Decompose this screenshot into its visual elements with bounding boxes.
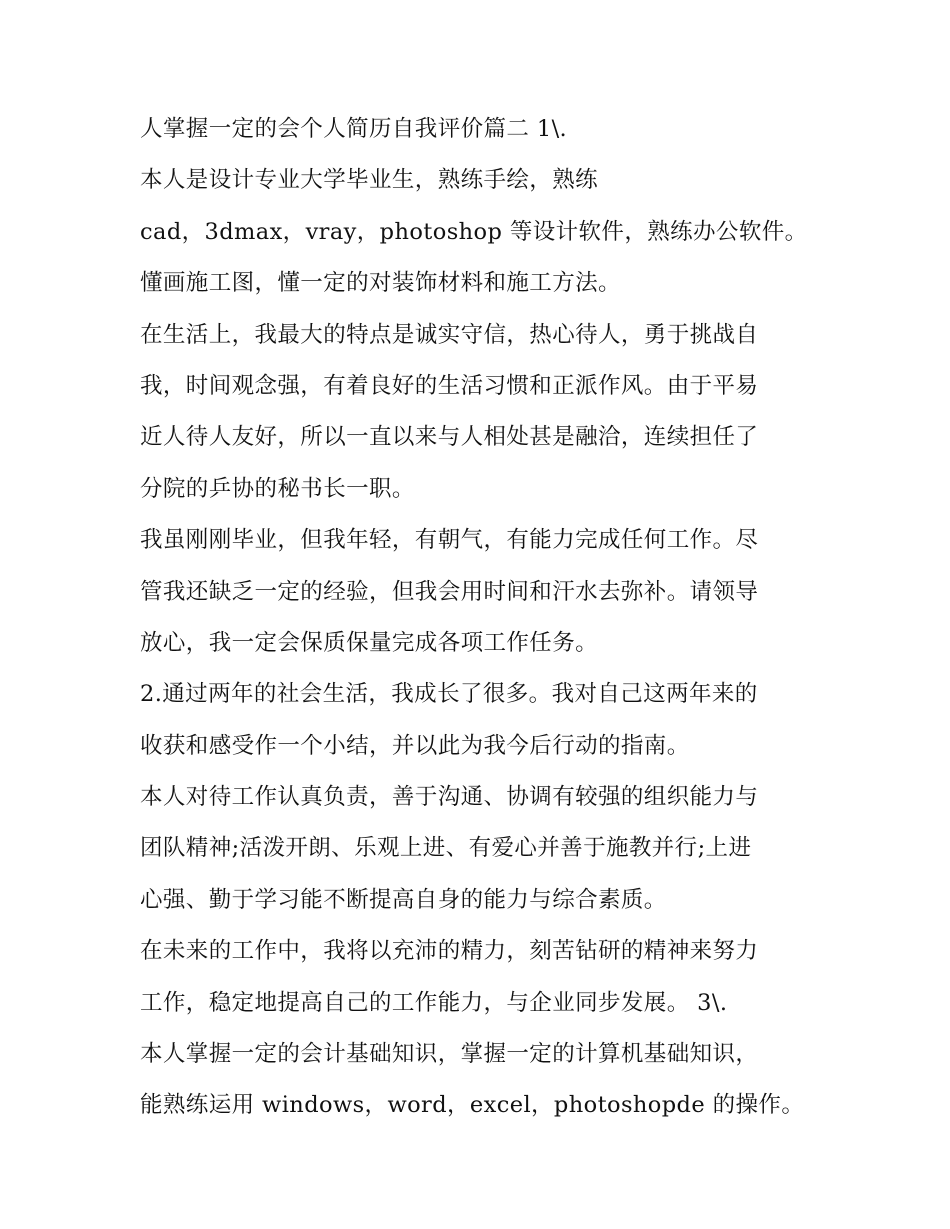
text-line: 在生活上，我最大的特点是诚实守信，热心待人，勇于挑战自	[140, 321, 759, 348]
text-line: 在未来的工作中，我将以充沛的精力，刻苦钻研的精神来努力	[140, 938, 759, 965]
text-line: 团队精神;活泼开朗、乐观上进、有爱心并善于施教并行;上进	[140, 835, 752, 862]
document-body	[140, 104, 820, 1132]
text-line: 人掌握一定的会个人简历自我评价篇二 1\.	[140, 116, 568, 142]
text-line: 能熟练运用 windows，word，excel，photoshopde 的操作。	[140, 1092, 805, 1119]
text-line: 2.通过两年的社会生活，我成长了很多。我对自己这两年来的	[140, 681, 758, 708]
text-line: cad，3dmax，vray，photoshop 等设计软件，熟练办公软件。	[140, 218, 808, 245]
text-line: 懂画施工图，懂一定的对装饰材料和施工方法。	[140, 270, 621, 297]
text-line: 放心，我一定会保质保量完成各项工作任务。	[140, 629, 599, 656]
text-line: 本人掌握一定的会计基础知识，掌握一定的计算机基础知识，	[140, 1041, 759, 1068]
text-line: 我，时间观念强，有着良好的生活习惯和正派作风。由于平易	[140, 372, 759, 399]
text-line: 本人是设计专业大学毕业生，熟练手绘，熟练	[140, 167, 599, 194]
text-line: 我虽刚刚毕业，但我年轻，有朝气，有能力完成任何工作。尽	[140, 527, 759, 554]
text-line: 工作，稳定地提高自己的工作能力，与企业同步发展。 3\.	[140, 989, 728, 1016]
text-line: 收获和感受作一个小结，并以此为我今后行动的指南。	[140, 732, 690, 759]
text-line: 心强、勤于学习能不断提高自身的能力与综合素质。	[140, 886, 667, 913]
text-line: 管我还缺乏一定的经验，但我会用时间和汗水去弥补。请领导	[140, 578, 759, 605]
text-line: 本人对待工作认真负责，善于沟通、协调有较强的组织能力与	[140, 784, 759, 811]
text-line: 分院的乒协的秘书长一职。	[140, 475, 415, 502]
text-line: 近人待人友好，所以一直以来与人相处甚是融洽，连续担任了	[140, 424, 759, 451]
